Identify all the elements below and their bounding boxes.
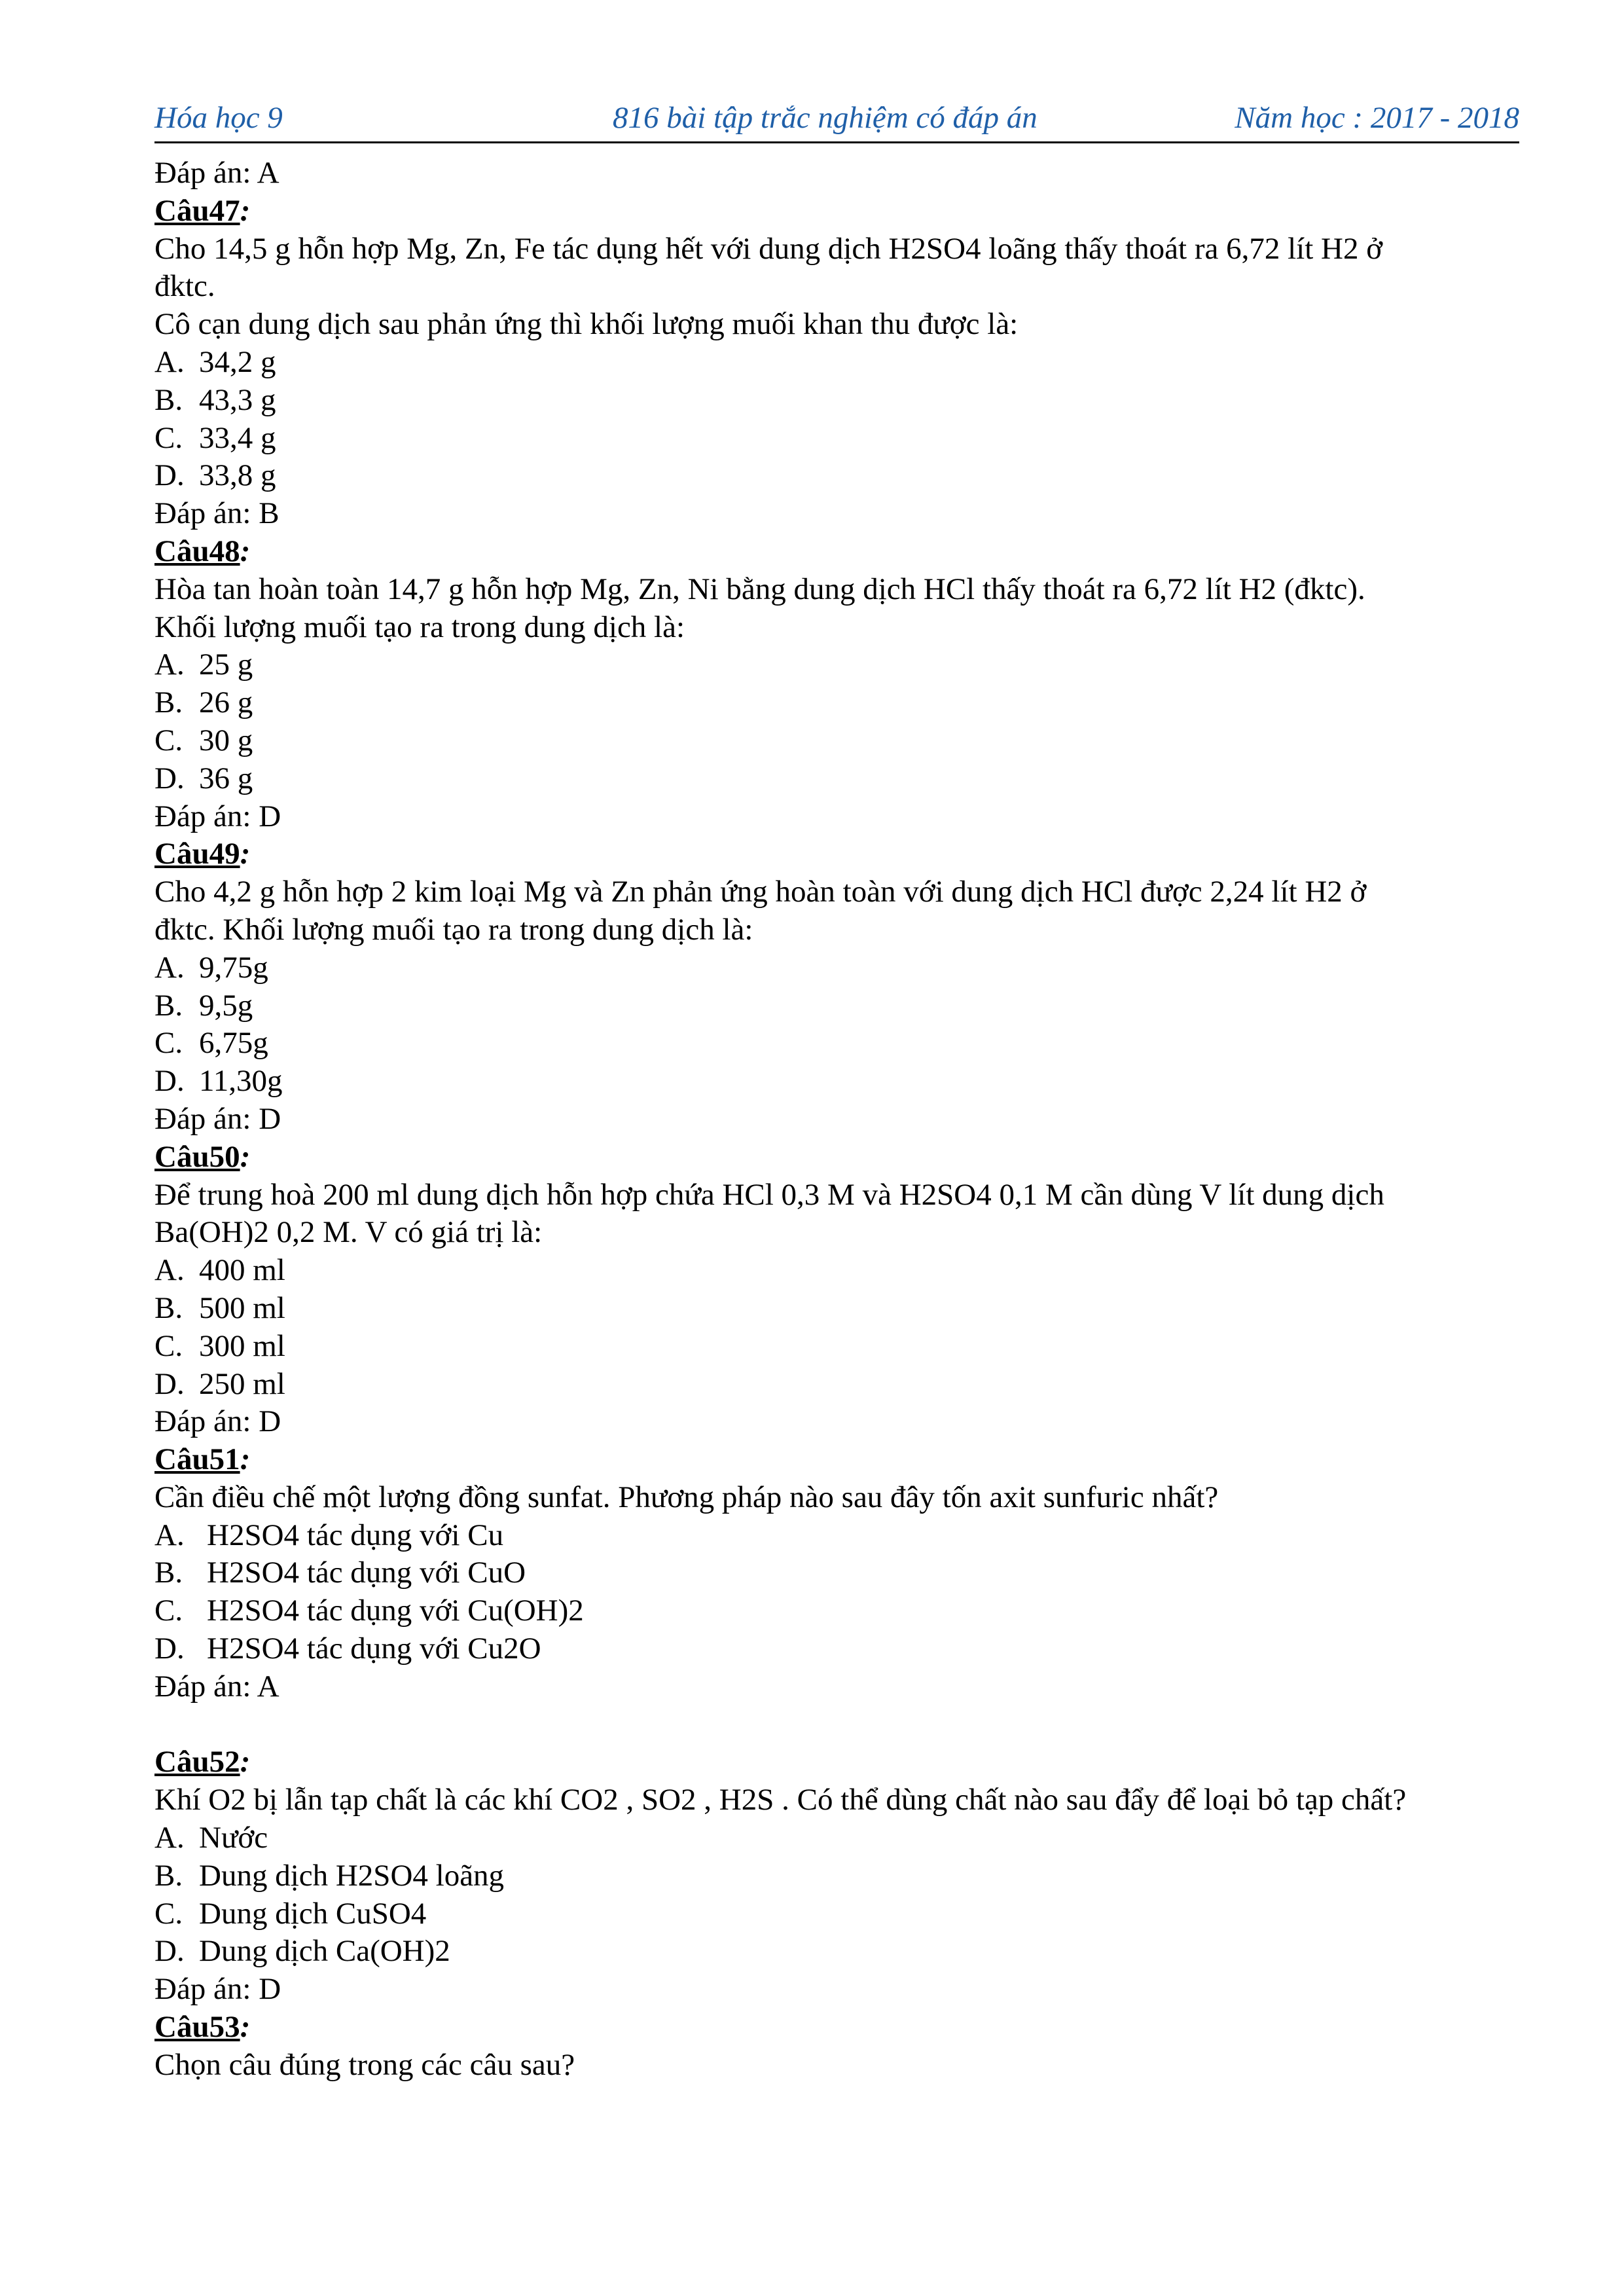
option-letter: B. [154,1290,183,1325]
answer-option [154,1819,1519,1857]
answer-line: Đáp án: D [154,1972,281,2007]
question-block [154,2009,1519,2085]
option-letter: C. [154,1328,183,1363]
answer-option [154,760,1519,798]
option-text: 250 ml [199,1366,285,1401]
question-block [154,1743,1519,2009]
question-title-line [154,835,1519,873]
option-letter: B. [154,988,183,1023]
answer-option [154,1063,1519,1101]
question-text-line: Cho 4,2 g hỗn hợp 2 kim loại Mg và Zn phản ứng hoàn toàn với dung dịch HCl được 2,24 lít H2 ở [154,875,1367,909]
option-letter: D. [154,1366,185,1401]
answer-option [154,1328,1519,1366]
question-title-line [154,1139,1519,1176]
question-text-line: Để trung hoà 200 ml dung dịch hỗn hợp chứa HCl 0,3 M và H2SO4 0,1 M cần dùng V lít dung dịch [154,1177,1384,1212]
option-letter: C. [154,1026,183,1061]
question-text-line: Khí O2 bị lẫn tạp chất là các khí CO2 , SO2 , H2S . Có thể dùng chất nào sau đẩy để loại bỏ tạp chất? [154,1783,1407,1817]
question-number: Câu49 [154,837,240,871]
question-title-line [154,1441,1519,1479]
answer-option [154,1252,1519,1290]
question-text-line: đktc. [154,269,215,304]
answer-option [154,987,1519,1025]
option-text: 43,3 g [199,382,276,417]
question-block [154,533,1519,835]
answer-line: Đáp án: A [154,156,280,190]
question-text-line: đktc. Khối lượng muối tạo ra trong dung dịch là: [154,912,753,947]
question-block [154,835,1519,1138]
option-text: H2SO4 tác dụng với CuO [207,1556,526,1590]
question-text-line: Ba(OH)2 0,2 M. V có giá trị là: [154,1215,543,1250]
question-colon: : [240,1139,251,1174]
answer-option [154,344,1519,382]
option-letter: D. [154,761,185,795]
option-text: 9,5g [199,988,253,1023]
answer-option [154,1857,1519,1895]
question-colon: : [240,837,251,871]
option-letter: A. [154,1253,185,1288]
question-colon: : [240,534,251,568]
answer-option [154,646,1519,684]
question-text-line: Cần điều chế một lượng đồng sunfat. Phương pháp nào sau đây tốn axit sunfuric nhất? [154,1480,1219,1514]
question-colon: : [240,1745,251,1779]
question-number: Câu48 [154,534,240,568]
question-text-line: Chọn câu đúng trong các câu sau? [154,2047,575,2082]
question-colon: : [240,2010,251,2045]
option-text: 500 ml [199,1290,285,1325]
option-letter: D. [154,1934,185,1969]
header-title: 816 bài tập trắc nghiệm có đáp án [613,101,1038,135]
answer-line: Đáp án: B [154,496,280,531]
option-text: 34,2 g [199,344,276,379]
option-text: 9,75g [199,950,268,985]
option-letter: D. [154,1064,185,1099]
header-subject: Hóa học 9 [154,101,283,135]
option-text: 400 ml [199,1253,285,1288]
question-block [154,192,1519,533]
option-text: 33,4 g [199,420,276,455]
question-colon: : [240,193,251,228]
question-number: Câu47 [154,193,240,228]
answer-option [154,1290,1519,1328]
option-text: 25 g [199,647,253,682]
option-text: H2SO4 tác dụng với Cu2O [207,1631,541,1666]
answer-option [154,1554,1519,1592]
question-text-line: Cho 14,5 g hỗn hợp Mg, Zn, Fe tác dụng hết với dung dịch H2SO4 loãng thấy thoát ra 6,72 lít H2 ở [154,231,1383,266]
answer-option [154,949,1519,987]
answer-line: Đáp án: D [154,799,281,833]
option-text: 33,8 g [199,458,276,493]
page-header [154,98,1519,143]
question-title-line [154,2009,1519,2047]
answer-option [154,1630,1519,1668]
question-colon: : [240,1442,251,1477]
question-block [154,1139,1519,1441]
answer-option [154,420,1519,458]
answer-option [154,1592,1519,1630]
question-text-line: Cô cạn dung dịch sau phản ứng thì khối lượng muối khan thu được là: [154,307,1019,342]
question-number: Câu52 [154,1745,240,1779]
option-letter: B. [154,382,183,417]
answer-option [154,1517,1519,1555]
option-letter: A. [154,1518,185,1552]
option-letter: D. [154,458,185,493]
answer-option [154,722,1519,760]
option-text: 36 g [199,761,253,795]
answer-option [154,1933,1519,1971]
answer-option [154,684,1519,722]
option-letter: A. [154,344,185,379]
option-letter: D. [154,1631,185,1666]
option-letter: C. [154,1594,183,1628]
question-number: Câu53 [154,2010,240,2045]
answer-option [154,1025,1519,1063]
answer-line: Đáp án: A [154,1669,280,1704]
answer-option [154,1366,1519,1404]
question-number: Câu51 [154,1442,240,1477]
question-title-line [154,1743,1519,1781]
option-letter: A. [154,647,185,682]
question-text-line: Hòa tan hoàn toàn 14,7 g hỗn hợp Mg, Zn, Ni bằng dung dịch HCl thấy thoát ra 6,72 lít H2 (đktc). [154,572,1365,606]
question-text-line: Khối lượng muối tạo ra trong dung dịch là: [154,610,685,644]
option-letter: C. [154,723,183,757]
option-text: Dung dịch Ca(OH)2 [199,1934,450,1969]
answer-option [154,382,1519,420]
option-letter: A. [154,1821,185,1855]
option-text: 11,30g [199,1064,283,1099]
option-text: 26 g [199,685,253,720]
option-text: 300 ml [199,1328,285,1363]
option-text: 30 g [199,723,253,757]
answer-line: Đáp án: D [154,1404,281,1439]
blank-line [154,1706,1519,1744]
option-text: H2SO4 tác dụng với Cu(OH)2 [207,1594,584,1628]
header-school-year: Năm học : 2017 - 2018 [1235,101,1519,135]
question-number: Câu50 [154,1139,240,1174]
option-letter: B. [154,685,183,720]
option-text: Dung dịch CuSO4 [199,1896,427,1931]
option-text: H2SO4 tác dụng với Cu [207,1518,504,1552]
option-text: 6,75g [199,1026,268,1061]
question-title-line [154,533,1519,571]
answer-option [154,457,1519,495]
option-letter: C. [154,420,183,455]
option-letter: B. [154,1556,183,1590]
option-letter: C. [154,1896,183,1931]
document-body [154,155,1519,2085]
option-text: Dung dịch H2SO4 loãng [199,1858,505,1893]
option-letter: B. [154,1858,183,1893]
option-letter: A. [154,950,185,985]
question-block [154,1441,1519,1743]
option-text: Nước [199,1821,268,1855]
answer-line: Đáp án: D [154,1101,281,1136]
question-title-line [154,192,1519,230]
answer-option [154,1895,1519,1933]
